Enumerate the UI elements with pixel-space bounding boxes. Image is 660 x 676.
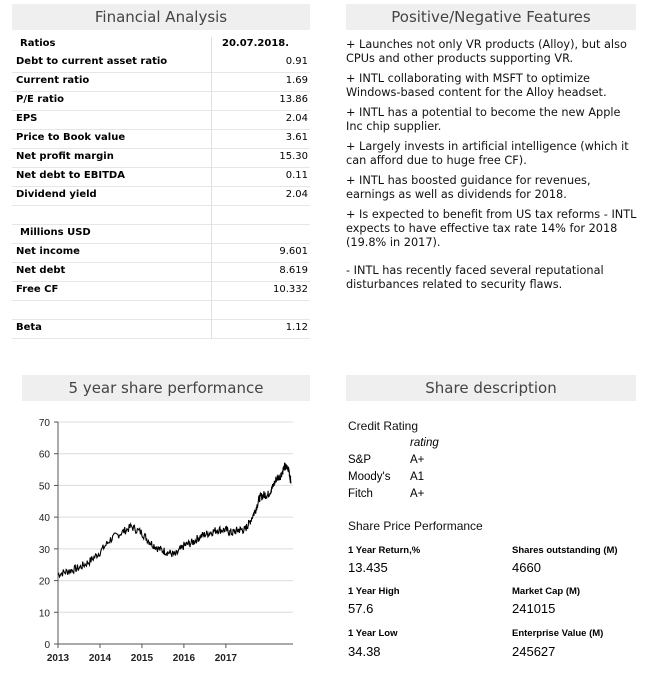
metric-label: 1 Year High	[348, 586, 400, 597]
features-list	[346, 38, 638, 298]
ratio-value: 2.04	[285, 113, 308, 124]
metric-value: 241015	[512, 601, 556, 616]
date-header: 20.07.2018.	[222, 38, 290, 49]
feature-item: + Largely invests in artificial intelligence (which it can afford due to huge free CF).	[346, 140, 629, 167]
metric-value: 13.435	[348, 560, 388, 575]
feature-item: + INTL has a potential to become the new Apple Inc chip supplier.	[346, 106, 621, 133]
table-row	[12, 168, 310, 187]
metric-value: 245627	[512, 644, 556, 659]
agency-name: Moody's	[348, 471, 391, 483]
millions-value: 8.619	[279, 265, 308, 276]
table-row-empty	[12, 206, 310, 225]
table-row	[12, 320, 310, 339]
agency-name: S&P	[348, 454, 372, 466]
financial-analysis-title: Financial Analysis	[12, 4, 310, 30]
x-tick-label: 2016	[172, 653, 196, 664]
beta-label: Beta	[16, 322, 42, 333]
ratio-label: Current ratio	[16, 75, 90, 86]
ratio-value: 1.69	[285, 75, 308, 86]
agency-rating: A1	[410, 471, 425, 483]
ratio-label: Net debt to EBITDA	[16, 170, 125, 181]
column-divider	[211, 37, 212, 339]
ratio-label: Debt to current asset ratio	[16, 56, 168, 67]
agency-rating: A+	[410, 488, 425, 500]
beta-value: 1.12	[285, 322, 308, 333]
ratios-header-row	[12, 37, 310, 53]
ratio-value: 2.04	[285, 189, 308, 200]
rating-column-header: rating	[410, 437, 439, 449]
table-row	[12, 92, 310, 111]
feature-item: + INTL collaborating with MSFT to optimize Windows-based content for the Alloy headset.	[346, 72, 607, 99]
millions-value: 10.332	[273, 284, 308, 295]
ratio-value: 15.30	[279, 151, 308, 162]
share-description-title: Share description	[346, 375, 636, 401]
ratio-label: Price to Book value	[16, 132, 126, 143]
millions-label: Free CF	[16, 284, 59, 295]
ratio-label: EPS	[16, 113, 38, 124]
performance-title: 5 year share performance	[22, 375, 310, 401]
y-tick-label: 0	[44, 640, 50, 651]
x-tick-label: 2017	[214, 653, 237, 664]
metric-label: Market Cap (M)	[512, 586, 581, 597]
y-tick-label: 60	[38, 449, 50, 461]
ratio-label: Dividend yield	[16, 189, 97, 200]
metric-label: 1 Year Low	[348, 628, 398, 639]
financial-table	[12, 37, 310, 342]
millions-label: Net income	[16, 246, 80, 257]
x-tick-label: 2015	[130, 653, 154, 664]
metric-value: 57.6	[348, 601, 374, 616]
feature-item: + INTL has boosted guidance for revenues, earnings as well as dividends for 2018.	[346, 174, 591, 201]
millions-header: Millions USD	[20, 227, 91, 238]
ratio-label: P/E ratio	[16, 94, 65, 105]
metric-label: 1 Year Return,%	[348, 545, 421, 556]
table-row	[12, 111, 310, 130]
table-row	[12, 73, 310, 92]
millions-header-row	[12, 225, 310, 244]
ratio-value: 0.91	[285, 56, 308, 67]
feature-item: + Launches not only VR products (Alloy), but also CPUs and other products supporting VR.	[346, 38, 627, 65]
share-price-performance-title: Share Price Performance	[348, 519, 483, 533]
millions-value: 9.601	[279, 246, 308, 257]
metric-value: 34.38	[348, 644, 381, 659]
agency-name: Fitch	[348, 488, 373, 500]
share-performance-chart	[18, 412, 303, 670]
y-tick-label: 40	[38, 513, 50, 525]
millions-label: Net debt	[16, 265, 66, 276]
metric-label: Shares outstanding (M)	[512, 545, 618, 556]
y-tick-label: 50	[38, 481, 50, 493]
x-tick-label: 2013	[46, 653, 70, 664]
table-row	[12, 187, 310, 206]
x-tick-label: 2014	[88, 653, 112, 664]
ratio-value: 13.86	[279, 94, 308, 105]
y-tick-label: 70	[38, 418, 50, 429]
ratio-value: 0.11	[285, 170, 308, 181]
features-title: Positive/Negative Features	[346, 4, 636, 30]
table-row	[12, 263, 310, 282]
table-row	[12, 149, 310, 168]
table-row	[12, 244, 310, 263]
y-tick-label: 20	[38, 576, 50, 588]
table-row	[12, 130, 310, 149]
metric-label: Enterprise Value (M)	[512, 628, 604, 639]
ratios-header: Ratios	[20, 38, 56, 49]
ratio-value: 3.61	[285, 132, 308, 143]
series-line	[58, 463, 291, 577]
table-row-empty	[12, 301, 310, 320]
feature-item: + Is expected to benefit from US tax reforms - INTL expects to have effective tax rate 14% for 2018 (19.8% in 2017).	[346, 208, 637, 249]
feature-item: - INTL has recently faced several reputational disturbances related to security flaws.	[346, 264, 604, 291]
table-row	[12, 282, 310, 301]
y-tick-label: 10	[38, 608, 50, 620]
table-row	[12, 54, 310, 73]
metric-value: 4660	[512, 560, 541, 575]
credit-rating-title: Credit Rating	[348, 419, 419, 433]
agency-rating: A+	[410, 454, 425, 466]
ratio-label: Net profit margin	[16, 151, 114, 162]
y-tick-label: 30	[38, 544, 50, 556]
